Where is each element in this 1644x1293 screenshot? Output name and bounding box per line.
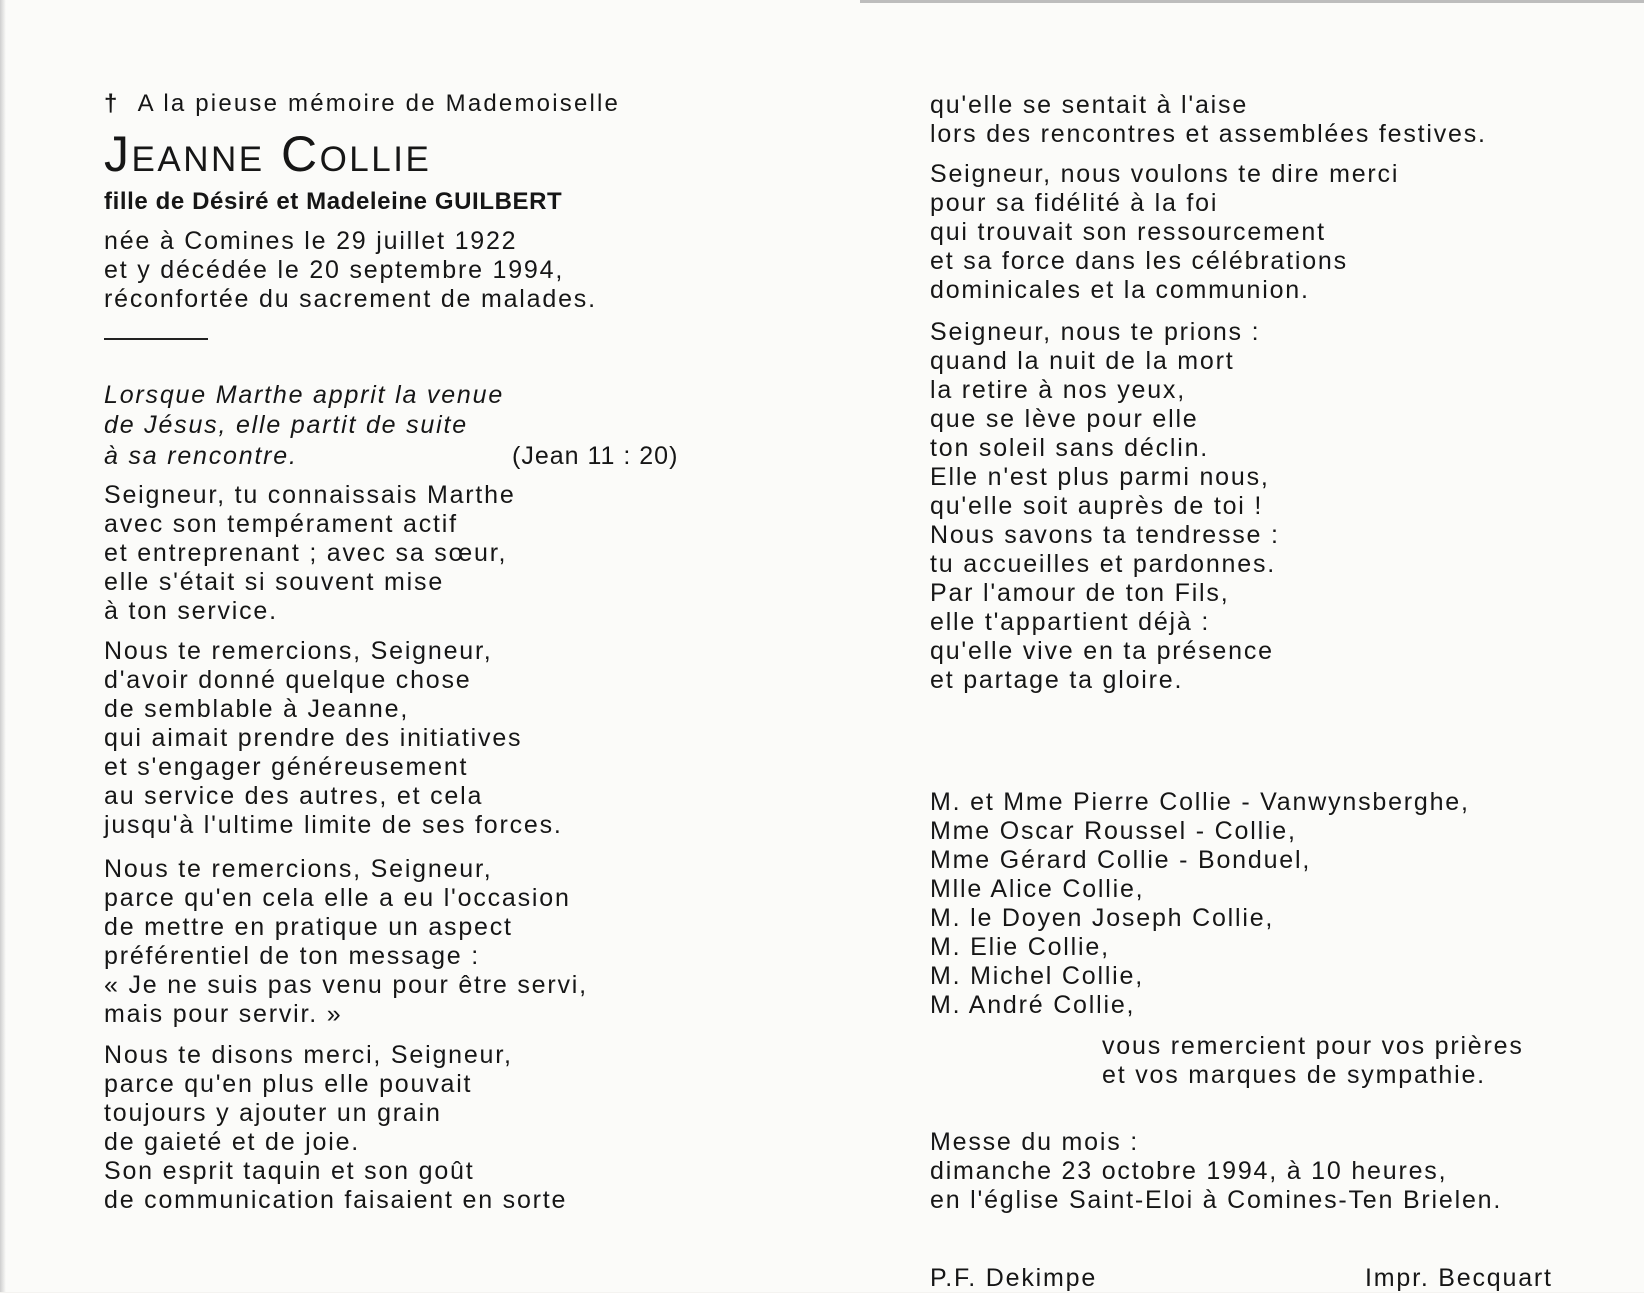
text-line: au service des autres, et cela [104,782,484,810]
text-line: qu'elle se sentait à l'aise [930,91,1249,119]
text-line: Seigneur, nous te prions : [930,318,1261,346]
text-line: la retire à nos yeux, [930,376,1186,404]
text-line: ton soleil sans déclin. [930,434,1210,462]
text-line: Par l'amour de ton Fils, [930,579,1230,607]
text-line: « Je ne suis pas venu pour être servi, [104,971,588,999]
text-line: jusqu'à l'ultime limite de ses forces. [104,811,563,839]
family-member: M. André Collie, [930,991,1136,1019]
text-line: préférentiel de ton message : [104,942,481,970]
text-line: qu'elle vive en ta présence [930,637,1274,665]
quote-line: à sa rencontre. [104,442,298,470]
family-member: M. Elie Collie, [930,933,1110,961]
text-line: elle s'était si souvent mise [104,568,445,596]
quote-line: Lorsque Marthe apprit la venue [104,381,505,409]
text-line: Nous te disons merci, Seigneur, [104,1041,513,1069]
family-member: Mlle Alice Collie, [930,875,1145,903]
text-line: Elle n'est plus parmi nous, [930,463,1270,491]
text-line: Nous te remercions, Seigneur, [104,637,493,665]
text-line: et partage ta gloire. [930,666,1184,694]
divider-rule [104,338,208,340]
deceased-name: Jeanne Collie [104,126,432,182]
text-line: lors des rencontres et assemblées festives. [930,120,1487,148]
text-line: Seigneur, nous voulons te dire merci [930,160,1400,188]
mass-line: Messe du mois : [930,1128,1140,1156]
text-line: mais pour servir. » [104,1000,343,1028]
text-line: tu accueilles et pardonnes. [930,550,1277,578]
text-line: Nous te remercions, Seigneur, [104,855,493,883]
text-line: quand la nuit de la mort [930,347,1235,375]
text-line: d'avoir donné quelque chose [104,666,472,694]
text-line: de communication faisaient en sorte [104,1186,568,1214]
mass-line: dimanche 23 octobre 1994, à 10 heures, [930,1157,1448,1185]
text-line: avec son tempérament actif [104,510,458,538]
card-edge-line [860,0,1644,3]
text-line: qui aimait prendre des initiatives [104,724,523,752]
family-member: Mme Oscar Roussel - Collie, [930,817,1297,845]
card-fold-shadow [0,0,6,1292]
text-line: pour sa fidélité à la foi [930,189,1219,217]
thanks-line: et vos marques de sympathie. [1102,1061,1486,1089]
family-member: Mme Gérard Collie - Bonduel, [930,846,1312,874]
text-line: Nous savons ta tendresse : [930,521,1280,549]
text-line: que se lève pour elle [930,405,1199,433]
text-line: de semblable à Jeanne, [104,695,410,723]
intro-line [104,89,620,118]
family-member: M. Michel Collie, [930,962,1144,990]
cross-icon: † [104,90,120,117]
family-member: M. le Doyen Joseph Collie, [930,904,1275,932]
birth-line: née à Comines le 29 juillet 1922 [104,227,518,255]
text-line: à ton service. [104,597,278,625]
text-line: qui trouvait son ressourcement [930,218,1326,246]
text-line: qu'elle soit auprès de toi ! [930,492,1264,520]
thanks-line: vous remercient pour vos prières [1102,1032,1524,1060]
parents-line: fille de Désiré et Madeleine GUILBERT [104,188,563,215]
text-line: dominicales et la communion. [930,276,1310,304]
text-line: de mettre en pratique un aspect [104,913,513,941]
mass-line: en l'église Saint-Eloi à Comines-Ten Brielen. [930,1186,1503,1214]
family-member: M. et Mme Pierre Collie - Vanwynsberghe, [930,788,1470,816]
printer-credit: Impr. Becquart [1365,1264,1553,1292]
text-line: de gaieté et de joie. [104,1128,361,1156]
death-line: et y décédée le 20 septembre 1994, [104,256,565,284]
text-line: et sa force dans les célébrations [930,247,1348,275]
text-line: Seigneur, tu connaissais Marthe [104,481,516,509]
text-line: et entreprenant ; avec sa sœur, [104,539,508,567]
intro-text: A la pieuse mémoire de Mademoiselle [137,90,621,117]
text-line: elle t'appartient déjà : [930,608,1211,636]
text-line: parce qu'en plus elle pouvait [104,1070,473,1098]
funeral-director: P.F. Dekimpe [930,1264,1098,1292]
text-line: parce qu'en cela elle a eu l'occasion [104,884,571,912]
text-line: toujours y ajouter un grain [104,1099,442,1127]
text-line: et s'engager généreusement [104,753,469,781]
text-line: Son esprit taquin et son goût [104,1157,475,1185]
quote-line: de Jésus, elle partit de suite [104,411,468,439]
quote-reference: (Jean 11 : 20) [512,442,679,470]
sacrament-line: réconfortée du sacrement de malades. [104,285,597,313]
